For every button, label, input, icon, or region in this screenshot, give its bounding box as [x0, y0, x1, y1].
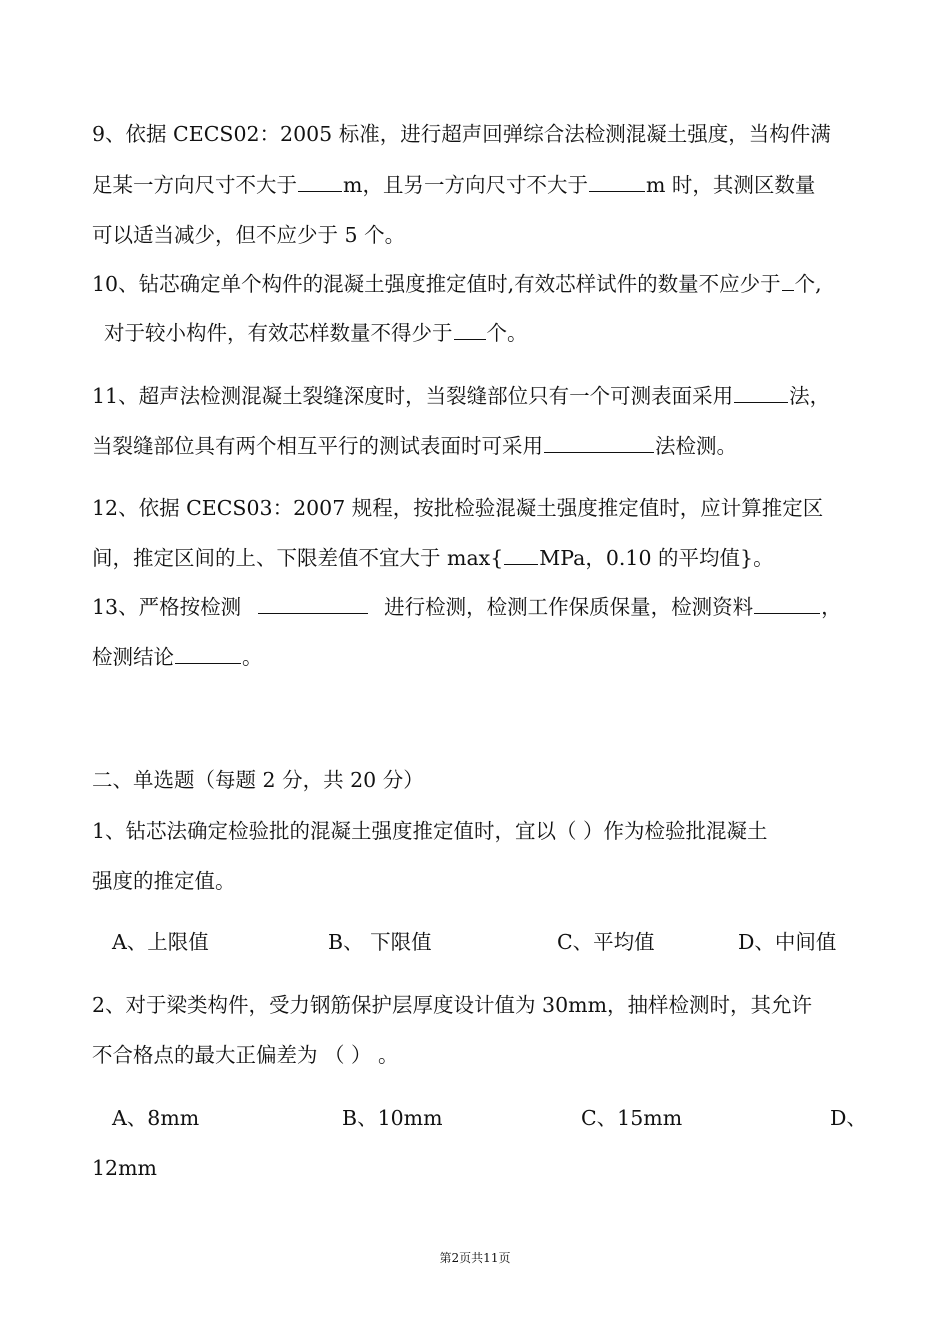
q13-text-c: ， [821, 595, 842, 619]
q12-text-a: 间，推定区间的上、下限差值不宜大于 max{ [92, 546, 504, 570]
mc1-option-c[interactable]: C、平均值 [557, 930, 655, 954]
mc2-option-c[interactable]: C、15mm [581, 1106, 683, 1130]
q13-line1 [92, 593, 842, 621]
q9-line2 [92, 171, 815, 199]
q12-text-b: MPa，0.10 的平均值}。 [539, 546, 774, 570]
q10-line2 [104, 319, 528, 347]
q12-line2 [92, 544, 774, 572]
q11-line2 [92, 432, 737, 460]
q10-blank-2[interactable] [454, 319, 486, 340]
q9-blank-2[interactable] [589, 171, 645, 192]
q10-text-b: 个, [794, 272, 822, 296]
mc1-line1: 1、钻芯法确定检验批的混凝土强度推定值时，宜以（ ）作为检验批混凝土 [92, 819, 768, 843]
q10-text-d: 个。 [486, 321, 528, 345]
q9-line3: 可以适当减少，但不应少于 5 个。 [92, 223, 406, 247]
mc2-option-d[interactable]: D、 [830, 1106, 867, 1130]
q13-blank-3[interactable] [175, 643, 241, 664]
q11-blank-2[interactable] [544, 432, 654, 453]
q13-blank-1[interactable] [258, 593, 368, 614]
q9-blank-1[interactable] [298, 171, 342, 192]
q11-text-c: 当裂缝部位具有两个相互平行的测试表面时可采用 [92, 434, 543, 458]
q13-text-e: 。 [242, 645, 263, 669]
q10-blank-1[interactable] [782, 270, 794, 291]
mc1-option-b[interactable]: B、 下限值 [328, 930, 432, 954]
q11-text-b: 法， [789, 384, 831, 408]
mc2-line2: 不合格点的最大正偏差为 （ ） 。 [92, 1043, 399, 1067]
mc2-option-b[interactable]: B、10mm [342, 1106, 443, 1130]
q9-text-a: 足某一方向尺寸不大于 [92, 173, 297, 197]
q13-text-b: 进行检测，检测工作保质保量，检测资料 [384, 595, 754, 619]
q13-text-d: 检测结论 [92, 645, 174, 669]
q11-line1 [92, 382, 830, 410]
q13-line2 [92, 643, 263, 671]
mc1-option-d[interactable]: D、中间值 [738, 930, 837, 954]
q13-blank-2[interactable] [754, 593, 820, 614]
section-heading: 二、单选题（每题 2 分，共 20 分） [92, 768, 424, 792]
q12-blank-1[interactable] [504, 544, 538, 565]
q12-line1: 12、依据 CECS03：2007 规程，按批检验混凝土强度推定值时，应计算推定区 [92, 496, 824, 520]
q9-text-c: m 时，其测区数量 [645, 173, 816, 197]
q10-line1 [92, 270, 822, 298]
page-number: 第2页共11页 [439, 1251, 511, 1265]
q13-text-a: 13、严格按检测 [92, 595, 242, 619]
q11-text-a: 11、超声法检测混凝土裂缝深度时，当裂缝部位只有一个可测表面采用 [92, 384, 734, 408]
q11-blank-1[interactable] [734, 382, 788, 403]
q9-line1: 9、依据 CECS02：2005 标准，进行超声回弹综合法检测混凝土强度，当构件满 [92, 122, 831, 146]
q9-text-b: m，且另一方向尺寸不大于 [343, 173, 588, 197]
q10-text-a: 10、钻芯确定单个构件的混凝土强度推定值时,有效芯样试件的数量不应少于 [92, 272, 781, 296]
mc2-option-d-continued: 12mm [92, 1156, 157, 1180]
q10-text-c: 对于较小构件，有效芯样数量不得少于 [104, 321, 453, 345]
mc1-option-a[interactable]: A、上限值 [112, 930, 209, 954]
mc2-option-a[interactable]: A、8mm [112, 1106, 200, 1130]
q11-text-d: 法检测。 [655, 434, 737, 458]
mc2-line1: 2、对于梁类构件，受力钢筋保护层厚度设计值为 30mm，抽样检测时，其允许 [92, 993, 813, 1017]
mc1-line2: 强度的推定值。 [92, 869, 236, 893]
